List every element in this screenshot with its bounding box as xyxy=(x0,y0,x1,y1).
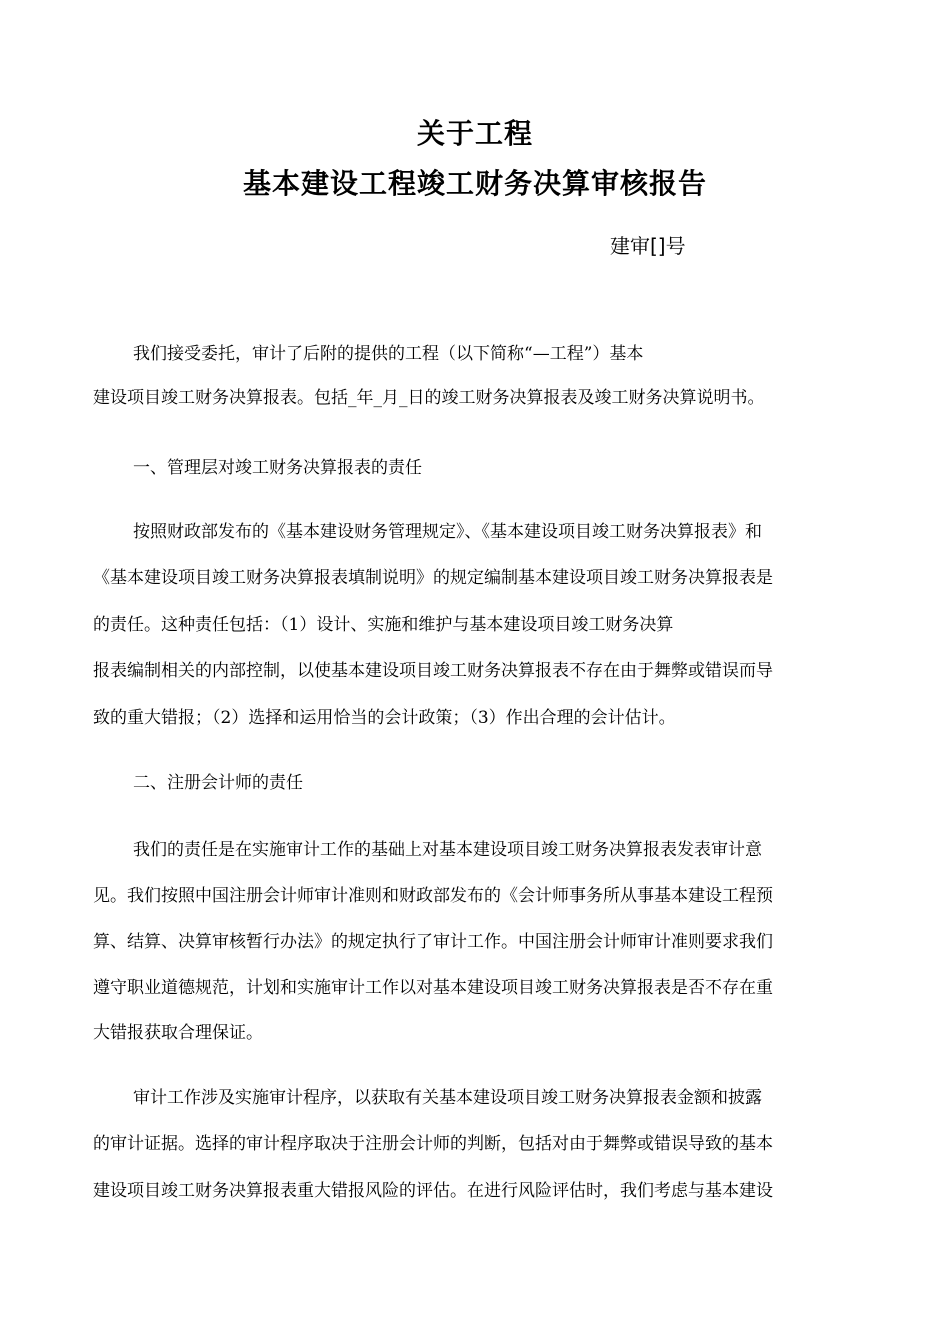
paragraph-line: 建设项目竣工财务决算报表。包括_年_月_日的竣工财务决算报表及竣工财务决算说明书。 xyxy=(93,388,765,408)
paragraph-line: 我们的责任是在实施审计工作的基础上对基本建设项目竣工财务决算报表发表审计意 xyxy=(133,840,762,860)
paragraph-line: 《基本建设项目竣工财务决算报表填制说明》的规定编制基本建设项目竣工财务决算报表是 xyxy=(93,568,773,588)
paragraph-line: 报表编制相关的内部控制，以使基本建设项目竣工财务决算报表不存在由于舞弊或错误而导 xyxy=(93,661,773,681)
paragraph-line: 见。我们按照中国注册会计师审计准则和财政部发布的《会计师事务所从事基本建设工程预 xyxy=(93,886,773,906)
paragraph-line: 遵守职业道德规范，计划和实施审计工作以对基本建设项目竣工财务决算报表是否不存在重 xyxy=(93,978,773,998)
section-heading: 二、注册会计师的责任 xyxy=(133,773,303,793)
paragraph-line: 建设项目竣工财务决算报表重大错报风险的评估。在进行风险评估时，我们考虑与基本建设 xyxy=(93,1181,773,1201)
paragraph-line: 致的重大错报；（2）选择和运用恰当的会计政策；（3）作出合理的会计估计。 xyxy=(93,708,676,728)
report-title-line1: 关于工程 xyxy=(416,117,533,150)
section-heading: 一、管理层对竣工财务决算报表的责任 xyxy=(133,458,422,478)
paragraph-line: 大错报获取合理保证。 xyxy=(93,1023,263,1043)
report-title-line2: 基本建设工程竣工财务决算审核报告 xyxy=(242,167,707,200)
document-number: 建审[]号 xyxy=(610,234,686,258)
paragraph-line: 按照财政部发布的《基本建设财务管理规定》、《基本建设项目竣工财务决算报表》和 xyxy=(133,522,762,542)
paragraph-line: 的审计证据。选择的审计程序取决于注册会计师的判断，包括对由于舞弊或错误导致的基本 xyxy=(93,1134,773,1154)
paragraph-line: 审计工作涉及实施审计程序，以获取有关基本建设项目竣工财务决算报表金额和披露 xyxy=(133,1088,762,1108)
paragraph-line: 我们接受委托，审计了后附的提供的工程（以下简称“—工程”）基本 xyxy=(133,344,644,364)
paragraph-line: 的责任。这种责任包括：（1）设计、实施和维护与基本建设项目竣工财务决算 xyxy=(93,615,674,635)
paragraph-line: 算、结算、决算审核暂行办法》的规定执行了审计工作。中国注册会计师审计准则要求我们 xyxy=(93,932,773,952)
